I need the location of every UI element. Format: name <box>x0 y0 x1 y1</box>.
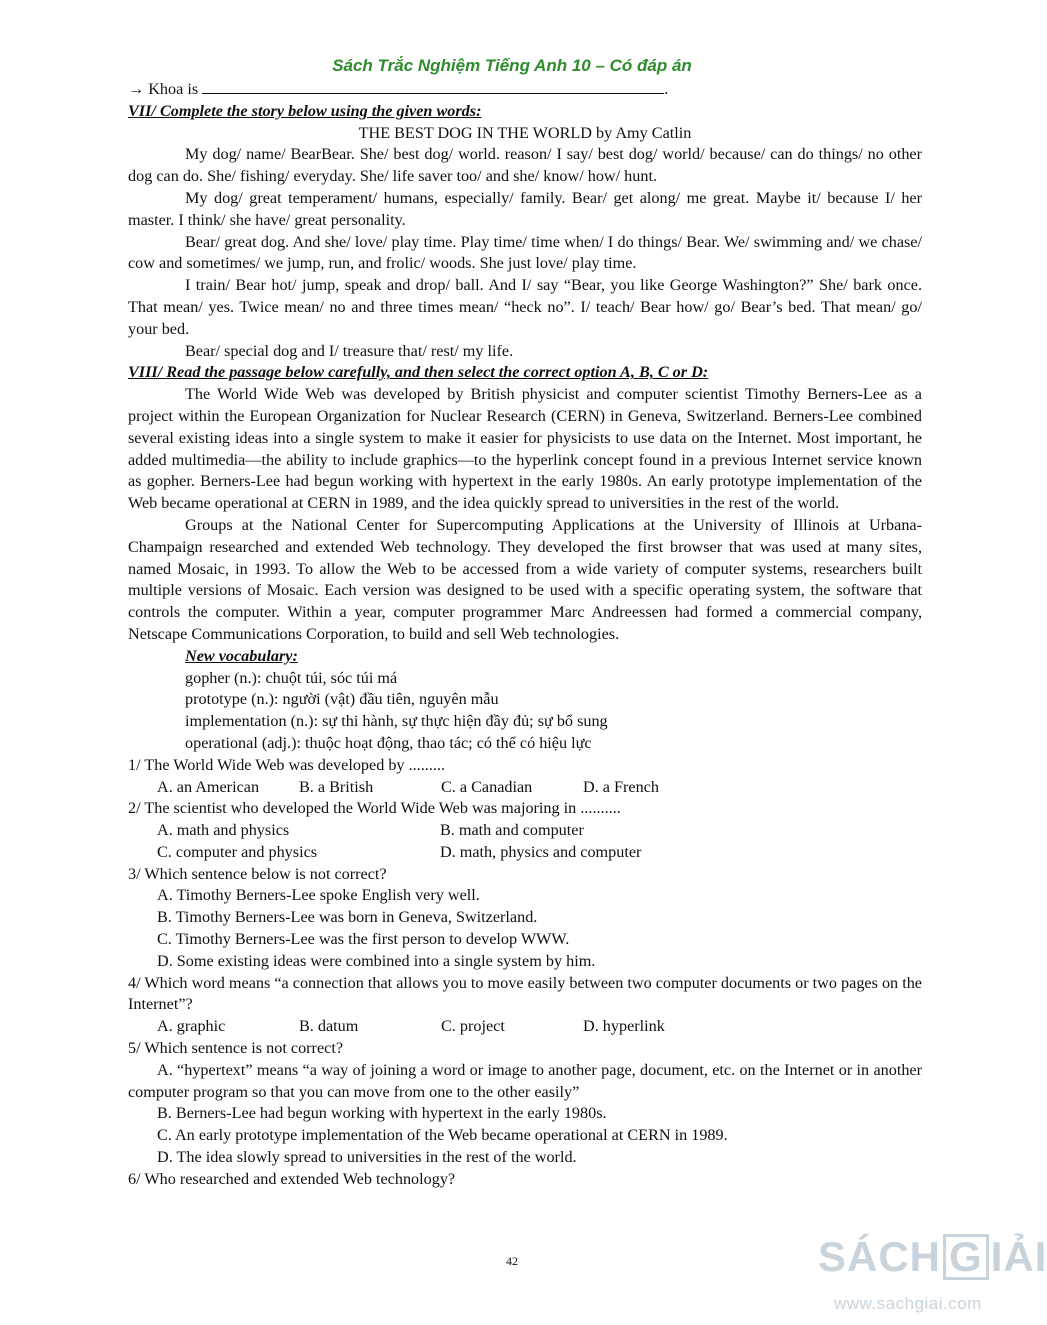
question-6: 6/ Who researched and extended Web technology? <box>128 1169 456 1188</box>
section-7-heading: VII/ Complete the story below using the given words: <box>128 101 482 120</box>
option-d: D. The idea slowly spread to universities in the rest of the world. <box>157 1148 577 1167</box>
option-a: A. graphic <box>157 1017 226 1036</box>
option-c: C. Timothy Berners-Lee was the first person to develop WWW. <box>157 930 570 949</box>
answer-blank <box>202 79 664 94</box>
vocabulary-item: gopher (n.): chuột túi, sóc túi má <box>185 668 398 687</box>
option-a: A. Timothy Berners-Lee spoke English very well. <box>157 886 480 905</box>
question-2-options-row-2 <box>128 842 922 864</box>
question-1-options <box>128 777 922 799</box>
option-a: A. an American <box>157 777 260 796</box>
khoa-prefix: → Khoa is <box>128 80 199 98</box>
option-b: B. a British <box>299 777 374 796</box>
story-paragraph: My dog/ great temperament/ humans, especially/ family. Bear/ get along/ me great. Maybe it/ because I/ her master. I think/ she have/ great personality. <box>128 188 922 229</box>
question-2: 2/ The scientist who developed the World Wide Web was majoring in .......... <box>128 799 621 818</box>
logo-text-part2: IẢI <box>990 1233 1047 1280</box>
story-paragraph: Bear/ great dog. And she/ love/ play time. Play time/ time when/ I do things/ Bear. We/ swimming and/ we chase/ cow and sometimes/ we jump, run, and frolic/ woods. She just love/ play time. <box>128 232 922 273</box>
option-a: A. “hypertext” means “a way of joining a word or image to another page, document, etc. on the Internet or in another computer program so that you can move from one to the other easily” <box>128 1060 922 1101</box>
story-title: THE BEST DOG IN THE WORLD by Amy Catlin <box>358 123 692 142</box>
story-paragraph: Bear/ special dog and I/ treasure that/ rest/ my life. <box>185 341 514 360</box>
question-3: 3/ Which sentence below is not correct? <box>128 864 387 883</box>
vocabulary-item: prototype (n.): người (vật) đầu tiên, nguyên mẫu <box>185 690 499 709</box>
option-b: B. Timothy Berners-Lee was born in Geneva, Switzerland. <box>157 908 538 927</box>
story-paragraph: I train/ Bear hot/ jump, speak and drop/ ball. And I/ say “Bear, you like George Washington?” She/ bark once. That mean/ yes. Twice mean/ no and three times mean/ “heck no”. I/ teach/ Bear how/ go/ Bear’s bed. That mean/ go/ your bed. <box>128 276 922 338</box>
question-1: 1/ The World Wide Web was developed by ......... <box>128 755 445 774</box>
reading-paragraph: The World Wide Web was developed by British physicist and computer scientist Timothy Berners-Lee as a project within the European Organization for Nuclear Research (CERN) in Geneva, Switzerland. Berners-Lee combined several existing ideas into a single system to make it easier for physicists to use data on the Internet. Most important, he added multimedia—the ability to include graphics—to the hyperlink concept found in a previous Internet service known as gopher. Berners-Lee had begun working with hypertext in the early 1980s. An early prototype implementation of the Web became operational at CERN in 1989, and the idea quickly spread to universities in the rest of the world. <box>128 385 922 513</box>
vocabulary-heading: New vocabulary: <box>185 646 298 665</box>
page-header-title: Sách Trắc Nghiệm Tiếng Anh 10 – Có đáp án <box>332 56 692 75</box>
question-4-options <box>128 1016 922 1038</box>
document-body <box>128 79 922 1191</box>
section-8-heading: VIII/ Read the passage below carefully, and then select the correct option A, B, C or D: <box>128 363 709 382</box>
option-c: C. An early prototype implementation of the Web became operational at CERN in 1989. <box>157 1126 728 1145</box>
question-2-options-row-1 <box>128 820 922 842</box>
story-paragraph: My dog/ name/ BearBear. She/ best dog/ world. reason/ I say/ best dog/ world/ because/ can do things/ no other dog can do. She/ fishing/ everyday. She/ life saver too/ and she/ know/ how/ hunt. <box>128 145 922 186</box>
page-number: 42 <box>506 1254 518 1268</box>
option-b: B. datum <box>299 1017 359 1036</box>
option-b: B. Berners-Lee had begun working with hypertext in the early 1980s. <box>157 1104 607 1123</box>
vocabulary-item: operational (adj.): thuộc hoạt động, thao tác; có thể có hiệu lực <box>185 733 592 752</box>
option-b: B. math and computer <box>440 821 584 840</box>
reading-paragraph: Groups at the National Center for Supercomputing Applications at the University of Illinois at Urbana-Champaign researched and extended Web technology. They developed the first browser that was used at many sites, named Mosaic, in 1993. To allow the Web to be accessed from a wide variety of computer systems, researchers built multiple versions of Mosaic. Each version was designed to be used with a specific operating system, the software that controls the computer. Within a year, computer programmer Marc Andreessen had formed a commercial company, Netscape Communications Corporation, to build and sell Web technologies. <box>128 515 922 643</box>
question-5: 5/ Which sentence is not correct? <box>128 1039 343 1058</box>
khoa-answer-line <box>128 79 922 101</box>
question-4: 4/ Which word means “a connection that allows you to move easily between two computer documents or two pages on the Internet”? <box>128 973 922 1014</box>
option-c: C. computer and physics <box>157 842 318 861</box>
option-d: D. math, physics and computer <box>440 842 642 861</box>
logo-text-part1: SÁCH <box>818 1233 942 1280</box>
vocabulary-item: implementation (n.): sự thi hành, sự thực hiện đầy đủ; sự bổ sung <box>185 712 608 731</box>
option-a: A. math and physics <box>157 821 290 840</box>
option-d: D. a French <box>583 777 659 796</box>
option-c: C. a Canadian <box>441 777 533 796</box>
option-d: D. hyperlink <box>583 1017 665 1036</box>
option-c: C. project <box>441 1017 505 1036</box>
option-d: D. Some existing ideas were combined into a single system by him. <box>157 951 596 970</box>
khoa-suffix: . <box>664 80 669 98</box>
watermark-url: www.sachgiai.com <box>834 1294 982 1313</box>
sachgiai-logo <box>818 1232 1047 1282</box>
logo-g-box: G <box>943 1234 989 1280</box>
